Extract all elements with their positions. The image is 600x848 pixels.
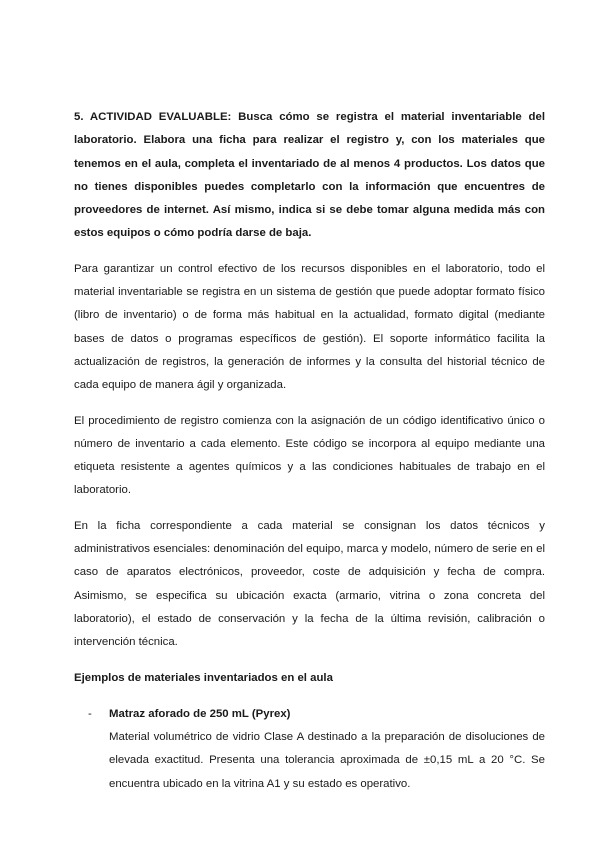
paragraph-registration-procedure: El procedimiento de registro comienza con la asignación de un código identificativo único o número de inventario a cada elemento. Este código se incorpora al equipo mediante una etiqueta resistente a agentes químicos y a las condiciones habituales de trabajo en el laboratorio. — [74, 414, 545, 497]
example-description: Material volumétrico de vidrio Clase A destinado a la preparación de disoluciones de elevada exactitud. Presenta una tolerancia aproximada de ±0,15 mL a 20 °C. Se encuentra ubicado en la vitrina A1 y su estado es operativo. — [109, 731, 545, 790]
document-page — [74, 106, 545, 796]
list-item — [74, 703, 545, 796]
activity-statement: 5. ACTIVIDAD EVALUABLE: Busca cómo se registra el material inventariable del laboratorio. Elabora una ficha para realizar el registro y, con los materiales que tenemos en el aula, completa el inventariado de al menos 4 productos. Los datos que no tienes disponibles puedes completarlo con la información que encuentres de proveedores de internet. Así mismo, indica si se debe tomar alguna medida más con estos equipos o cómo podría darse de baja. — [74, 111, 545, 240]
list-bullet: - — [88, 707, 92, 720]
paragraph-registration-system: Para garantizar un control efectivo de los recursos disponibles en el laboratorio, todo el material inventariable se registra en un sistema de gestión que puede adoptar formato físico (libro de inventario) o de forma más habitual en la actualidad, formato digital (mediante bases de datos o programas específicos de gestión). El soporte informático facilita la actualización de registros, la generación de informes y la consulta del historial técnico de cada equipo de manera ágil y organizada. — [74, 262, 545, 392]
example-title: Matraz aforado de 250 mL (Pyrex) — [109, 707, 291, 720]
examples-list — [74, 703, 545, 796]
examples-heading: Ejemplos de materiales inventariados en el aula — [74, 671, 333, 684]
paragraph-record-card: En la ficha correspondiente a cada material se consignan los datos técnicos y administrativos esenciales: denominación del equipo, marca y modelo, número de serie en el caso de aparatos electrónicos, proveedor, coste de adquisición y fecha de compra. Asimismo, se especifica su ubicación exacta (armario, vitrina o zona concreta del laboratorio), el estado de conservación y la fecha de la última revisión, calibración o intervención técnica. — [74, 519, 545, 649]
